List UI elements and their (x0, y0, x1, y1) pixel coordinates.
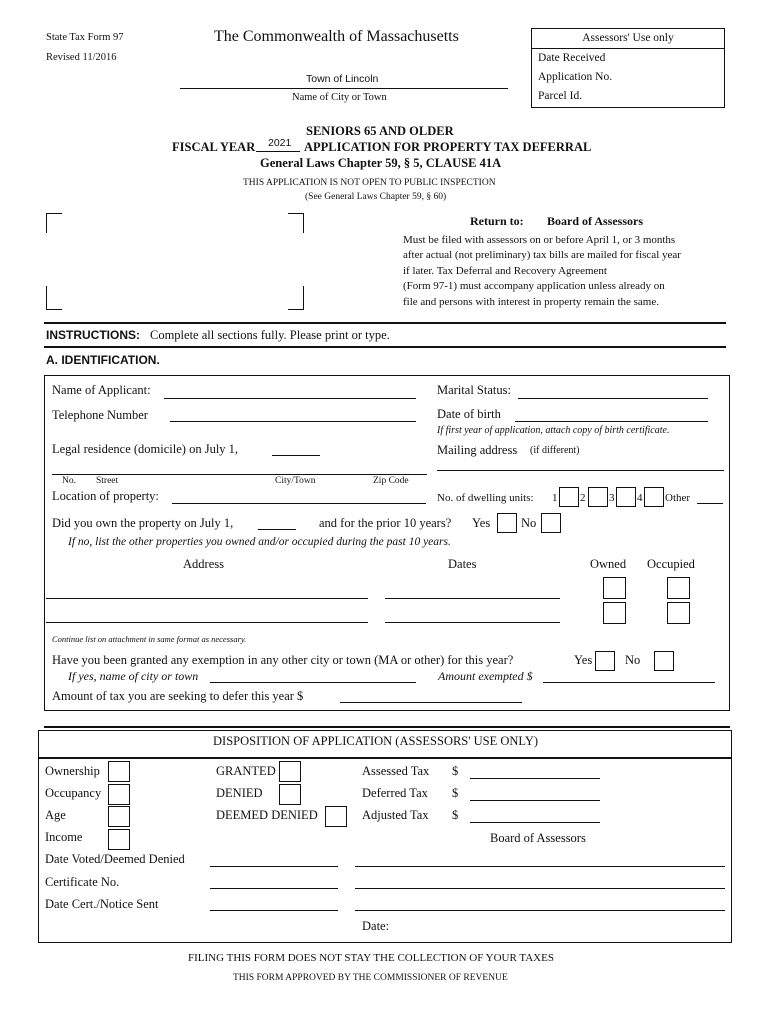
dob-note: If first year of application, attach copy of birth certificate. (437, 425, 670, 436)
name-of-applicant-field[interactable] (164, 398, 416, 399)
ownership-checkbox[interactable] (108, 761, 130, 782)
certificate-no-field[interactable] (210, 888, 338, 889)
amount-exempted-field[interactable] (543, 682, 715, 683)
location-field[interactable] (172, 503, 426, 504)
prior-years-no-checkbox[interactable] (541, 513, 561, 533)
section-a-title: A. IDENTIFICATION. (46, 353, 160, 367)
fiscal-year-label: FISCAL YEAR (172, 140, 256, 154)
ownership-label: Ownership (45, 764, 100, 778)
dwelling-other-field[interactable] (697, 503, 723, 504)
dwelling-unit-2-label: 2 (580, 492, 586, 504)
column-occupied: Occupied (647, 557, 695, 571)
other-property-dates-row-2[interactable] (385, 622, 560, 623)
column-dates: Dates (448, 557, 477, 571)
prior-years-yes-checkbox[interactable] (497, 513, 517, 533)
filing-note-line-3: if later. Tax Deferral and Recovery Agreement (403, 265, 607, 277)
assessor-signature-line-2[interactable] (355, 888, 725, 889)
address-zip-caption: Zip Code (373, 476, 409, 486)
commonwealth-title: The Commonwealth of Massachusetts (214, 28, 459, 45)
exemption-yes-checkbox[interactable] (595, 651, 615, 671)
address-no-caption: No. (62, 476, 76, 486)
exemption-city-field[interactable] (210, 682, 416, 683)
marital-status-label: Marital Status: (437, 383, 511, 397)
adjusted-tax-dollar: $ (452, 808, 459, 822)
occupancy-checkbox[interactable] (108, 784, 130, 805)
dwelling-units-label: No. of dwelling units: (437, 492, 534, 504)
prior-years-no-label: No (521, 516, 537, 530)
income-label: Income (45, 830, 83, 844)
amount-exempted-label: Amount exempted $ (438, 669, 533, 683)
filing-note-line-5: file and persons with interest in property remain the same. (403, 296, 659, 308)
fiscal-year-value[interactable]: 2021 (268, 137, 292, 149)
deferred-tax-label: Deferred Tax (362, 786, 428, 800)
dwelling-unit-1-checkbox[interactable] (559, 487, 579, 507)
address-street-caption: Street (96, 476, 119, 486)
legal-residence-label: Legal residence (domicile) on July 1, (52, 442, 239, 456)
column-owned: Owned (590, 557, 627, 571)
adjusted-tax-field[interactable] (470, 822, 600, 823)
if-no-note: If no, list the other properties you owned and/or occupied during the past 10 years. (68, 536, 451, 548)
exemption-question: Have you been granted any exemption in any other city or town (MA or other) for this year? (52, 653, 514, 667)
application-title: APPLICATION FOR PROPERTY TAX DEFERRAL (304, 140, 592, 154)
column-address: Address (183, 557, 224, 571)
granted-label: GRANTED (216, 764, 276, 778)
instructions-label: INSTRUCTIONS: (46, 328, 140, 342)
town-line (180, 88, 508, 89)
marital-status-field[interactable] (518, 398, 708, 399)
revised-date: Revised 11/2016 (46, 52, 117, 63)
assessor-signature-line-1[interactable] (355, 866, 725, 867)
parcel-id-label: Parcel Id. (538, 90, 583, 102)
deemed-denied-label: DEEMED DENIED (216, 808, 318, 822)
assessors-use-title: Assessors' Use only (532, 29, 724, 49)
residence-address-field[interactable] (52, 474, 427, 475)
address-window-corner-br (288, 286, 304, 310)
owned-checkbox-row-1[interactable] (603, 577, 626, 599)
dwelling-unit-1-label: 1 (552, 492, 558, 504)
return-to-label: Return to: (470, 214, 524, 228)
date-of-birth-label: Date of birth (437, 407, 501, 421)
certificate-no-label: Certificate No. (45, 875, 120, 889)
dwelling-other-label: Other (665, 492, 691, 504)
date-received-label: Date Received (538, 52, 606, 64)
application-no-label: Application No. (538, 71, 613, 83)
address-city-caption: City/Town (275, 476, 316, 486)
filing-note-line-4: (Form 97-1) must accompany application unless already on (403, 280, 665, 292)
public-notice-ref: (See General Laws Chapter 59, § 60) (305, 192, 447, 202)
income-checkbox[interactable] (108, 829, 130, 850)
legal-residence-year-field[interactable] (272, 455, 320, 456)
other-property-address-row-2[interactable] (46, 622, 368, 623)
continue-note: Continue list on attachment in same format as necessary. (52, 634, 247, 644)
board-of-assessors-label: Board of Assessors (490, 831, 586, 845)
dwelling-unit-3-checkbox[interactable] (616, 487, 636, 507)
disposition-title: DISPOSITION OF APPLICATION (ASSESSORS' USE ONLY) (213, 734, 539, 748)
occupancy-label: Occupancy (45, 786, 102, 800)
exemption-no-checkbox[interactable] (654, 651, 674, 671)
instructions-text: Complete all sections fully. Please print or type. (150, 328, 390, 342)
assessor-signature-line-3[interactable] (355, 910, 725, 911)
occupied-checkbox-row-1[interactable] (667, 577, 690, 599)
granted-checkbox[interactable] (279, 761, 301, 782)
instructions-top-rule (44, 322, 726, 324)
address-window-corner-tr (288, 213, 304, 233)
prior-years-yes-label: Yes (472, 516, 491, 530)
telephone-label: Telephone Number (52, 408, 148, 422)
mailing-address-field[interactable] (437, 470, 724, 471)
age-checkbox[interactable] (108, 806, 130, 827)
return-to-value: Board of Assessors (547, 214, 644, 228)
date-voted-label: Date Voted/Deemed Denied (45, 852, 185, 866)
assessed-tax-dollar: $ (452, 764, 459, 778)
own-property-question: Did you own the property on July 1, (52, 516, 234, 530)
town-caption: Name of City or Town (292, 92, 387, 103)
seniors-title: SENIORS 65 AND OLDER (306, 124, 454, 138)
dwelling-unit-2-checkbox[interactable] (588, 487, 608, 507)
telephone-field[interactable] (170, 421, 416, 422)
location-label: Location of property: (52, 489, 159, 503)
fiscal-year-line (256, 151, 300, 152)
assessors-use-box (531, 28, 725, 108)
dwelling-unit-4-checkbox[interactable] (644, 487, 664, 507)
date-cert-label: Date Cert./Notice Sent (45, 897, 159, 911)
public-notice: THIS APPLICATION IS NOT OPEN TO PUBLIC INSPECTION (243, 178, 496, 188)
adjusted-tax-label: Adjusted Tax (362, 808, 429, 822)
law-reference: General Laws Chapter 59, § 5, CLAUSE 41A (260, 156, 502, 170)
town-value[interactable]: Town of Lincoln (306, 73, 379, 85)
footer-notice: FILING THIS FORM DOES NOT STAY THE COLLECTION OF YOUR TAXES (188, 952, 554, 964)
disposition-title-rule (38, 757, 732, 759)
exemption-yes-label: Yes (574, 653, 593, 667)
date-label: Date: (362, 919, 390, 933)
name-of-applicant-label: Name of Applicant: (52, 383, 151, 397)
amount-to-defer-field[interactable] (340, 702, 522, 703)
own-property-year-field[interactable] (258, 529, 296, 530)
address-window-corner-tl (46, 213, 62, 233)
denied-checkbox[interactable] (279, 784, 301, 805)
assessed-tax-label: Assessed Tax (362, 764, 430, 778)
assessed-tax-field[interactable] (470, 778, 600, 779)
age-label: Age (45, 808, 66, 822)
other-property-address-row-1[interactable] (46, 598, 368, 599)
mailing-address-label: Mailing address (437, 443, 518, 457)
if-yes-city-label: If yes, name of city or town (68, 669, 199, 683)
dwelling-unit-3-label: 3 (609, 492, 615, 504)
owned-checkbox-row-2[interactable] (603, 602, 626, 624)
deemed-denied-checkbox[interactable] (325, 806, 347, 827)
deferred-tax-field[interactable] (470, 800, 600, 801)
prior-years-question: and for the prior 10 years? (319, 516, 452, 530)
instructions-bottom-rule (44, 346, 726, 348)
other-property-dates-row-1[interactable] (385, 598, 560, 599)
filing-note-line-1: Must be filed with assessors on or before April 1, or 3 months (403, 234, 676, 246)
dwelling-unit-4-label: 4 (637, 492, 643, 504)
exemption-no-label: No (625, 653, 641, 667)
disposition-top-rule (44, 726, 730, 728)
amount-to-defer-label: Amount of tax you are seeking to defer this year $ (52, 689, 304, 703)
date-of-birth-field[interactable] (515, 421, 708, 422)
address-window-corner-bl (46, 286, 62, 310)
occupied-checkbox-row-2[interactable] (667, 602, 690, 624)
mailing-address-note: (if different) (530, 445, 580, 456)
denied-label: DENIED (216, 786, 263, 800)
filing-note-line-2: after actual (not preliminary) tax bills are mailed for fiscal year (403, 249, 681, 261)
form-number: State Tax Form 97 (46, 32, 124, 43)
date-cert-field[interactable] (210, 910, 338, 911)
date-voted-field[interactable] (210, 866, 338, 867)
deferred-tax-dollar: $ (452, 786, 459, 800)
footer-approval: THIS FORM APPROVED BY THE COMMISSIONER OF REVENUE (233, 973, 508, 983)
